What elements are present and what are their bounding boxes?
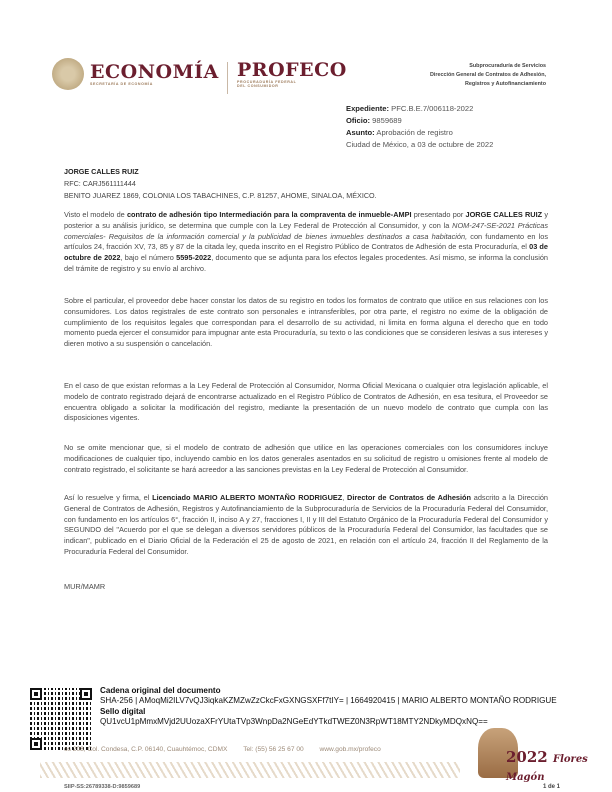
office-line: Registros y Autofinanciamiento (465, 81, 546, 87)
profeco-subtitle-2: DEL CONSUMIDOR (237, 84, 279, 88)
recipient-name: JORGE CALLES RUIZ (64, 167, 139, 176)
paragraph-text: Así lo resuelve y firma, el (64, 493, 153, 502)
paragraph-text: , (342, 493, 348, 502)
expediente-value: PFC.B.E.7/006118-2022 (391, 104, 474, 113)
sello-value: QU1vcU1pMmxMVjd2UUozaXFrYUtaTVp3WnpDa2NGeEdYTkdTWEZ0N3RpWT18MTY2NDkyMDQxNQ== (100, 717, 488, 727)
paragraph-text: adscrito a la Dirección General de Contratos de Adhesión, Registros y Autofinanciamiento de la Subprocuraduría de Servicios de la Procuraduría Federal del Consumidor, con fundamento en los artículos 6°, fracción II, inciso A y 27, fracciones I, II y III del Estatuto Orgánico de la Procuraduría Federal del Consumidor y SEGUNDO del "Acuerdo por el que se delegan a diversos servidores públicos de la Procuraduría Federal del Consumidor, las facultades que se indican", publicado en el Diario Oficial de la Federación el 25 de agosto de 2021, en relación con el artículo 24, fracción II del Reglamento de la Procuraduría Federal del Consumidor. (64, 493, 548, 556)
paragraph-text: NOM-247-SE-2021 Prácticas comerciales- Requisitos de la información comercial y la publicidad de bienes inmuebles destinados a casa habitación, (64, 220, 548, 241)
paragraph-text: con fundamento en los artículos 24, fracción XV, 73, 85 y 87 de la citada ley, queda inscrito en el Registro Público de Contratos de Adhesión de esta Procuraduría, el (64, 231, 548, 252)
logo-divider (227, 62, 228, 94)
paragraph-3 (64, 381, 548, 424)
footer-pattern (40, 762, 460, 778)
initials: MUR/MAMR (64, 582, 106, 591)
paragraph-text: 5595-2022 (176, 253, 212, 262)
asunto-value: Aprobación de registro (376, 128, 453, 137)
oficio-value: 9859689 (372, 116, 402, 125)
economia-subtitle: SECRETARÍA DE ECONOMÍA (90, 82, 153, 86)
footer-address: os 208, Col. Condesa, C.P. 06140, Cuauhtémoc, CDMX (64, 746, 228, 753)
paragraph-4 (64, 443, 548, 475)
office-line: Dirección General de Contratos de Adhesión, (429, 72, 546, 78)
paragraph-text: contrato de adhesión tipo Intermediación para la compraventa de inmueble-AMPI (126, 210, 412, 219)
recipient (64, 166, 377, 202)
paragraph-text: Licenciado MARIO ALBERTO MONTAÑO RODRIGUEZ (152, 493, 343, 502)
mexico-seal-icon (52, 58, 84, 90)
document-meta (346, 103, 493, 151)
office-header (430, 62, 546, 89)
profeco-logo (237, 60, 347, 88)
cadena-label: Cadena original del documento (100, 686, 221, 695)
profeco-subtitle-1: PROCURADURÍA FEDERAL (237, 80, 297, 84)
oficio-label: Oficio: (346, 116, 371, 125)
office-line: Subprocuraduría de Servicios (469, 63, 546, 69)
footer-website[interactable]: www.gob.mx/profeco (319, 746, 381, 753)
asunto-label: Asunto: (346, 128, 375, 137)
paragraph-text: JORGE CALLES RUIZ (465, 210, 543, 219)
siip-code: SIIP-SS:26789338-D:9859689 (64, 784, 141, 790)
qr-code (30, 688, 92, 750)
paragraph-text: presentado por (411, 210, 466, 219)
paragraph-text: No se omite mencionar que, si el modelo de contrato de adhesión que utilice en las operaciones comerciales con los consumidores incluye modificaciones de cualquier tipo, incluyendo cambio en los datos generales asentados en su solicitud de registro u omisiones frente al modelo de contrato registrado, el solicitante se hará acreedor a las sanciones previstas en la Ley Federal de Protección al Consumidor. (64, 443, 548, 474)
paragraph-text: En el caso de que existan reformas a la Ley Federal de Protección al Consumidor, Norma Oficial Mexicana o cualquier otra legislación aplicable, el modelo de contrato registrado dejará de encontrarse actualizado en el Registro Público de Contratos de Adhesión, en esa tesitura, el Proveedor se encuentra obligado a solicitar la modificación del registro, mediante la presentación de un nuevo modelo de contrato que cumpla con las disposiciones vigentes. (64, 381, 548, 423)
paragraph-text: Sobre el particular, el proveedor debe hacer constar los datos de su registro en todos los formatos de contrato que utilice en sus relaciones con los consumidores. Los datos registrales de este contrato son personales e intransferibles, por otra parte, el registro no exime de la obligación de cumplimiento de los requisitos legales que correspondan para el desarrollo de su actividad, ni limita en forma alguna el derecho que en todo momento pueda ejercer el consumidor para impugnar ante esta Procuraduría, su texto o las condiciones que se consideren lesivas a sus intereses y dieren motivo a su suspensión o cancelación. (64, 296, 548, 348)
paragraph-text: , documento que se adjunta para los efectos legales procedentes. Así mismo, se informa la conclusión del trámite de registro y su envío al archivo. (64, 253, 549, 273)
page-number: 1 de 1 (542, 784, 560, 790)
paragraph-2 (64, 296, 548, 350)
sello-label: Sello digital (100, 706, 146, 716)
paragraph-5 (64, 493, 548, 558)
paragraph-text: , bajo el número (120, 253, 177, 262)
expediente-label: Expediente: (346, 104, 390, 113)
year-logo: 2022 Flores Magón (506, 748, 588, 783)
profeco-wordmark: PROFECO (237, 59, 347, 81)
footer-contact (64, 746, 381, 753)
digital-signature (100, 686, 557, 728)
paragraph-text: y posterior a su análisis jurídico, se determina que cumple con la Ley Federal de Protección al Consumidor, y con la (64, 210, 549, 230)
footer-phone: Tel: (55) 56 25 67 00 (243, 746, 304, 753)
paragraph-text: Director de Contratos de Adhesión (347, 493, 472, 502)
recipient-address: BENITO JUAREZ 1869, COLONIA LOS TABACHINES, C.P. 81257, AHOME, SINALOA, MÉXICO. (64, 191, 377, 200)
recipient-rfc: RFC: CARJ561111444 (64, 179, 136, 188)
cadena-value: SHA-256 | AMoqMi2ILV7vQJ3iqkaKZMZwZzCkcFxGXNGSXFf7tIY= | 1664920415 | MARIO ALBERTO MONTAÑO RODRIGUE (100, 696, 557, 706)
economia-wordmark: ECONOMÍA (90, 61, 219, 83)
paragraph-text: 03 de octubre de 2022 (64, 242, 549, 262)
paragraph-text: Visto el modelo de (64, 210, 127, 219)
document-date: Ciudad de México, a 03 de octubre de 2022 (346, 140, 494, 149)
paragraph-1 (64, 210, 548, 275)
economia-logo (52, 58, 219, 90)
